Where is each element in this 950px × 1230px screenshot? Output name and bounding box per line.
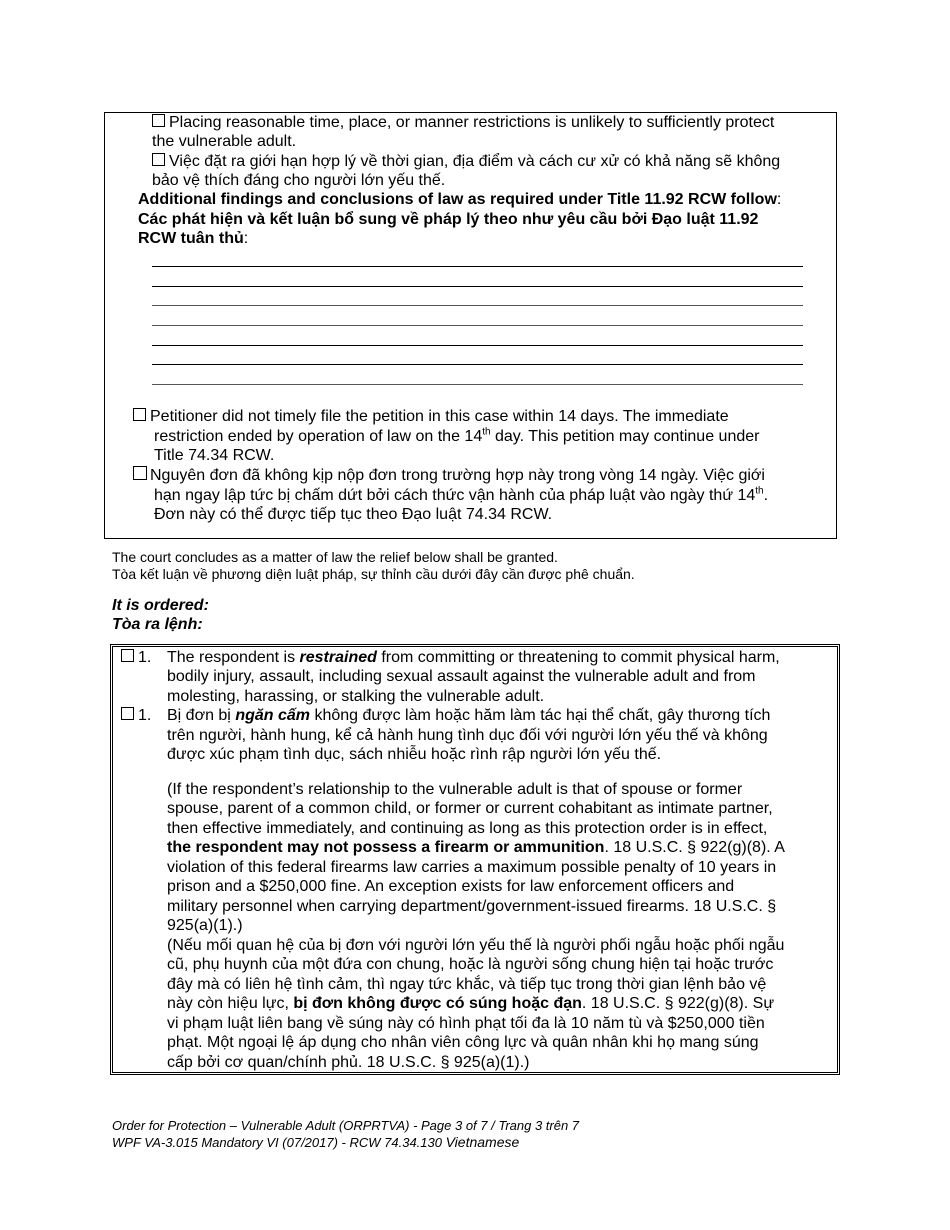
placing-restrictions-vi-checkbox[interactable]: [152, 153, 165, 166]
firearm-en-line4: the respondent may not possess a firearm or ammunition. 18 U.S.C. § 922(g)(8). A: [167, 839, 785, 856]
placing-restrictions-en-line1: Placing reasonable time, place, or manner restrictions is unlikely to sufficiently protect: [152, 113, 774, 133]
firearm-en-line2: spouse, parent of a common child, or former or current cohabitant as intimate partner,: [167, 800, 773, 817]
order-1-en-line3: molesting, harassing, or stalking the vulnerable adult.: [167, 688, 545, 705]
petitioner-vi-line1: Nguyên đơn đã không kịp nộp đơn trong trường hợp này trong vòng 14 ngày. Việc giới: [133, 466, 765, 486]
findings-write-line[interactable]: [152, 286, 803, 287]
firearm-en-line6: prison and a $250,000 fine. An exception exists for law enforcement officers and: [167, 878, 735, 895]
firearm-en-line5: violation of this federal firearms law carries a maximum possible penalty of 10 years in: [167, 859, 777, 876]
conclusion-vi: Tòa kết luận về phương diện luật pháp, sự thỉnh cầu dưới đây cần được phê chuẩn.: [112, 566, 635, 582]
additional-findings-vi-line1: Các phát hiện và kết luận bổ sung về pháp lý theo như yêu cầu bởi Đạo luật 11.92: [138, 211, 759, 228]
additional-findings-en: Additional findings and conclusions of law as required under Title 11.92 RCW follow:: [138, 191, 782, 208]
order-1-vi-line2: trên người, hành hung, kể cả hành hung tình dục đối với người lớn yếu thế và không: [167, 727, 768, 744]
petitioner-not-timely-checkbox[interactable]: [133, 408, 146, 421]
firearm-en-line8: 925(a)(1).): [167, 917, 243, 934]
order-1-en-line2: bodily injury, assault, including sexual assault against the vulnerable adult and from: [167, 668, 756, 685]
firearm-en-line7: military personnel when carrying department/government-issued firearms. 18 U.S.C. §: [167, 898, 777, 915]
it-is-ordered-vi: Tòa ra lệnh:: [112, 616, 203, 633]
findings-write-line[interactable]: [152, 305, 803, 306]
petitioner-en-line3: Title 74.34 RCW.: [154, 447, 275, 464]
firearm-vi-line1: (Nếu mối quan hệ của bị đơn với người lớn yếu thế là người phối ngẫu hoặc phối ngẫu: [167, 937, 785, 954]
findings-write-line[interactable]: [152, 345, 803, 346]
findings-write-line[interactable]: [152, 384, 803, 385]
placing-restrictions-vi-line2: bảo vệ thích đáng cho người lớn yếu thế.: [152, 172, 446, 189]
conclusion-en: The court concludes as a matter of law the relief below shall be granted.: [112, 549, 558, 565]
firearm-vi-line7: cấp bởi cơ quan/chính phủ. 18 U.S.C. § 925(a)(1).): [167, 1054, 530, 1071]
firearm-vi-line5: vi phạm luật liên bang về súng này có hình phạt tối đa là 10 năm tù và $250,000 tiền: [167, 1015, 765, 1032]
order-1-en-number: 1.: [121, 648, 151, 668]
order-1-vi-checkbox[interactable]: [121, 707, 134, 720]
order-1-vi-number: 1.: [121, 706, 151, 726]
additional-findings-vi-line2: RCW tuân thủ:: [138, 230, 249, 247]
firearm-en-line1: (If the respondent’s relationship to the vulnerable adult is that of spouse or former: [167, 781, 743, 798]
findings-write-line[interactable]: [152, 325, 803, 326]
order-1-vi-line3: được xúc phạm tình dục, sách nhiễu hoặc rình rập người lớn yếu thế.: [167, 746, 662, 763]
firearm-vi-line4: này còn hiệu lực, bị đơn không được có súng hoặc đạn. 18 U.S.C. § 922(g)(8). Sự: [167, 995, 775, 1012]
petitioner-vi-line2: hạn ngay lập tức bị chấm dứt bởi cách thức vận hành của pháp luật vào ngày thứ 14th.: [154, 485, 769, 504]
footer-line1: Order for Protection – Vulnerable Adult (ORPRTVA) - Page 3 of 7 / Trang 3 trên 7: [112, 1118, 580, 1133]
petitioner-vi-line3: Đơn này có thể được tiếp tục theo Đạo luật 74.34 RCW.: [154, 506, 553, 523]
petitioner-en-line1: Petitioner did not timely file the petition in this case within 14 days. The immediate: [133, 407, 729, 427]
placing-restrictions-checkbox[interactable]: [152, 114, 165, 127]
placing-restrictions-vi-line1: Việc đặt ra giới hạn hợp lý về thời gian, địa điểm và cách cư xử có khả năng sẽ không: [152, 152, 780, 172]
findings-write-line[interactable]: [152, 364, 803, 365]
petitioner-not-timely-vi-checkbox[interactable]: [133, 466, 147, 480]
order-1-en-line1: The respondent is restrained from committing or threatening to commit physical harm,: [167, 649, 780, 666]
it-is-ordered-en: It is ordered:: [112, 597, 209, 614]
order-1-vi-line1: Bị đơn bị ngăn cấm không được làm hoặc hăm làm tác hại thể chất, gây thương tích: [167, 707, 771, 724]
petitioner-en-line2: restriction ended by operation of law on the 14th day. This petition may continue under: [154, 426, 760, 445]
firearm-vi-line3: đây mà có liên hệ tình cảm, thì ngay tức khắc, và tiếp tục trong thời gian lệnh bảo vệ: [167, 976, 767, 993]
findings-write-line[interactable]: [152, 266, 803, 267]
placing-restrictions-en-line2: the vulnerable adult.: [152, 133, 297, 150]
firearm-en-line3: then effective immediately, and continuing as long as this protection order is in effect,: [167, 820, 768, 837]
firearm-vi-line6: phạt. Một ngoại lệ áp dụng cho nhân viên công lực và quân nhân khi họ mang súng: [167, 1034, 759, 1051]
order-1-checkbox[interactable]: [121, 649, 134, 662]
firearm-vi-line2: cũ, phụ huynh của một đứa con chung, hoặc là người sống chung hiện tại hoặc trước: [167, 956, 774, 973]
footer-line2: WPF VA-3.015 Mandatory VI (07/2017) - RCW 74.34.130 Vietnamese: [112, 1134, 520, 1150]
